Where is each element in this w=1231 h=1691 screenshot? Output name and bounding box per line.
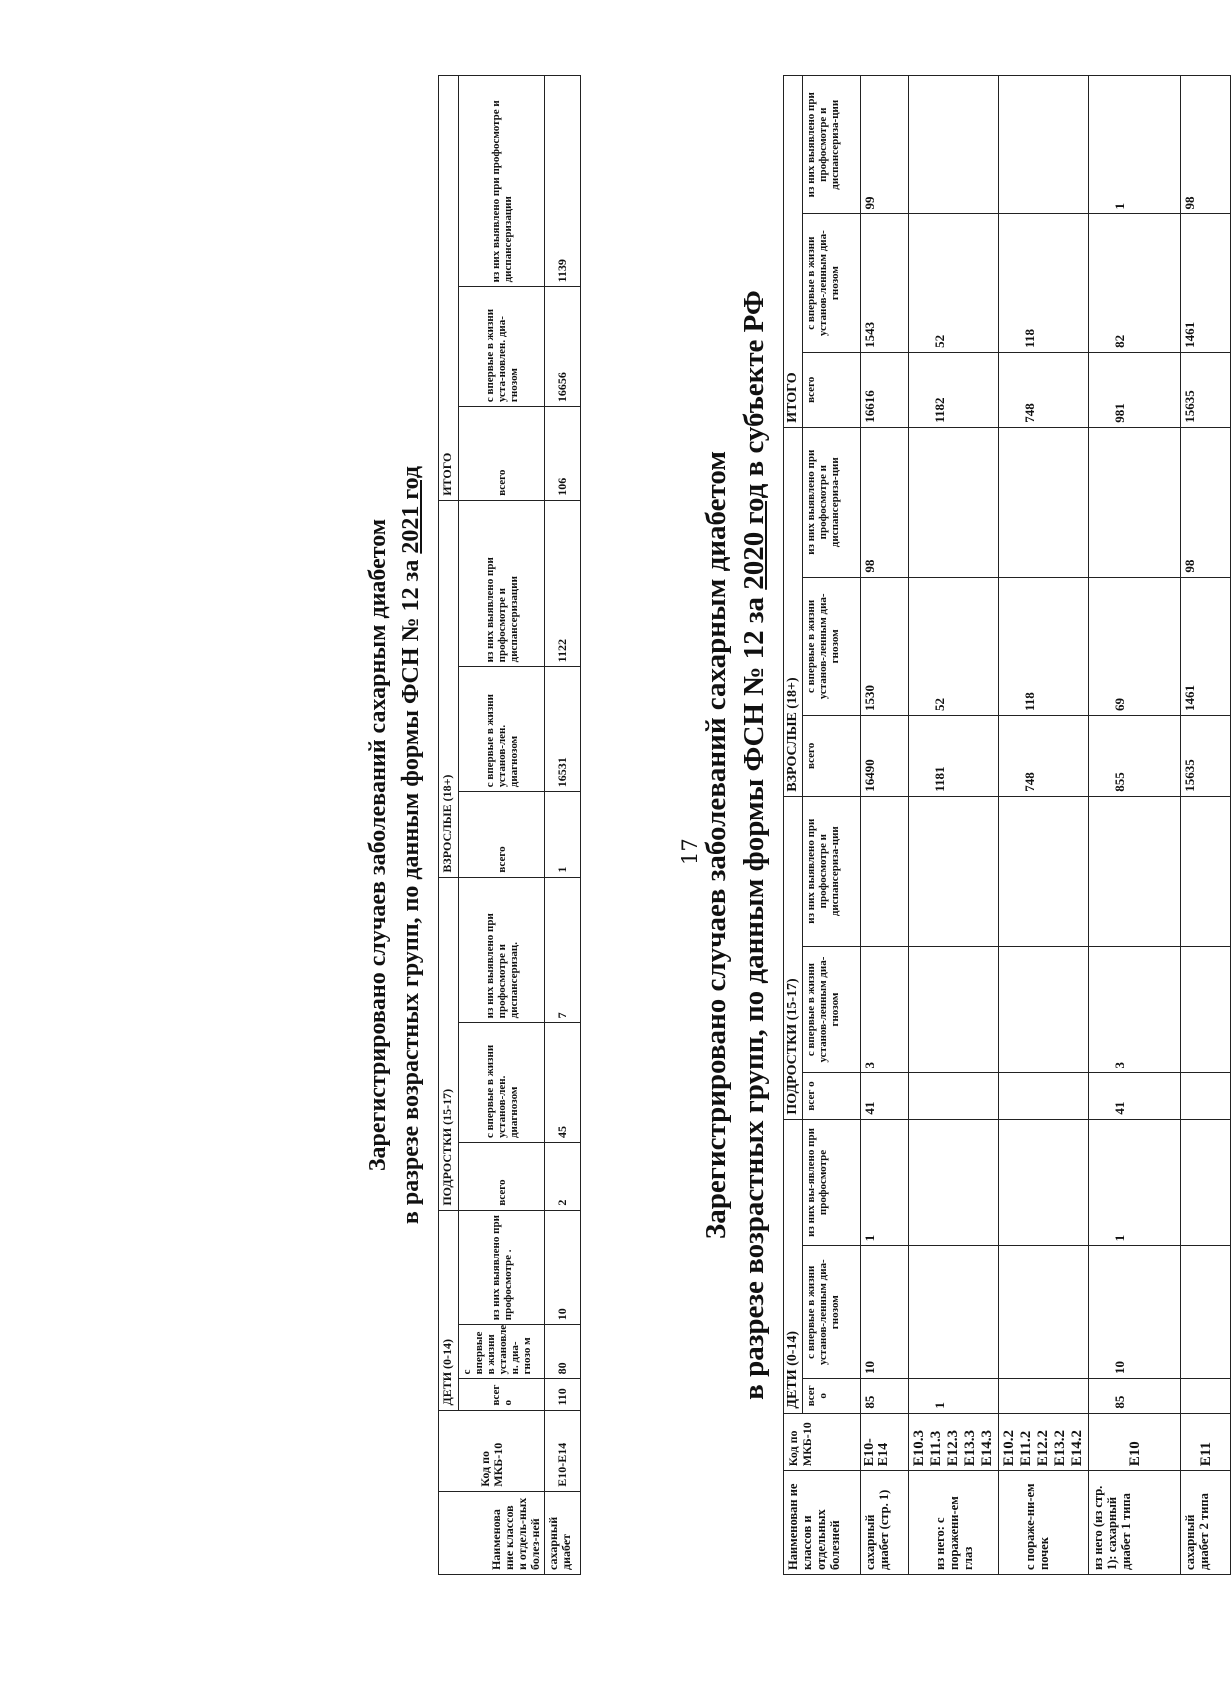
cell: 3 [1089,946,1181,1073]
cell: 1461 [1181,577,1231,715]
row-name: сахарный диабет 2 типа [1181,1471,1231,1575]
table-2020 [783,75,1231,1575]
cell: 82 [1089,214,1181,352]
header-adults-total: всего [803,716,861,797]
cell: 10 [545,1210,581,1325]
cell: 98 [1181,76,1231,214]
row-code: E10 [1089,1413,1181,1471]
cell: 1122 [545,500,581,667]
row-code: E10.2 E11.2 E12.2 E13.2 E14.2 [999,1413,1089,1471]
cell: 1 [1089,76,1181,214]
cell [999,1073,1089,1119]
cell: 15635 [1181,352,1231,427]
table-row [1089,76,1181,1575]
header-total-prof: из них выявлено при профосмотре и диспансеризации [459,76,545,287]
cell: 45 [545,1023,581,1143]
cell [909,946,999,1073]
cell: 16490 [861,716,909,797]
row-code: E10-E14 [545,1410,581,1491]
title-year: 2020 год [738,483,770,590]
header-children-total: всег о [459,1379,545,1410]
cell: 981 [1089,352,1181,427]
cell [909,1073,999,1119]
header-name: Наименова ние классов и отдель-ных болез-ней [439,1491,545,1574]
cell: 52 [909,214,999,352]
row-code: E11 [1181,1413,1231,1471]
header-total-prof: из них выявлено при профосмотре и диспансериза-ции [803,76,861,214]
cell: 80 [545,1325,581,1379]
header-total-first: с впервые в жизни установ-ленным диа-гнозом [803,214,861,352]
cell: 106 [545,407,581,501]
cell: 748 [999,352,1089,427]
header-adults-first: с впервые в жизни установ-ленным диа-гнозом [803,577,861,715]
title-text: в разрезе возрастных групп, по данным формы ФСН № 12 за [398,553,424,1225]
header-code: Код по МКБ-10 [439,1410,545,1491]
cell [861,796,909,946]
cell: 16616 [861,352,909,427]
header-total-first: с впервые в жизни уста-новлен. диа-гнозом [459,287,545,407]
cell: 1139 [545,76,581,287]
header-adults-first: с впервые в жизни установ-лен. диагнозом [459,667,545,792]
row-name: сахарный диабет (стр. 1) [861,1471,909,1575]
header-teens: ПОДРОСТКИ (15-17) [439,877,459,1210]
header-teens-prof: из них выявлено при профосмотре и диспансериза-ции [803,796,861,946]
header-total: ИТОГО [439,76,459,501]
cell [1181,796,1231,946]
rotated-page [50,55,1214,1635]
header-total-total: всего [803,352,861,427]
cell [999,76,1089,214]
cell: 98 [861,427,909,577]
header-teens-total: всего [459,1143,545,1211]
row-name: сахарный диабет [545,1491,581,1574]
title-text: в разрезе возрастных групп, по данным формы ФСН № 12 за [738,589,770,1400]
header-total: ИТОГО [784,76,803,428]
cell [909,1246,999,1379]
cell: 41 [861,1073,909,1119]
header-teens-total: всег о [803,1073,861,1119]
cell: 10 [1089,1246,1181,1379]
cell: 41 [1089,1073,1181,1119]
cell: 1 [909,1379,999,1414]
table-row [909,76,999,1575]
table-row [999,76,1089,1575]
header-teens-first: с впервые в жизни установ-лен. диагнозом [459,1023,545,1143]
cell [999,946,1089,1073]
cell: 69 [1089,577,1181,715]
cell [999,796,1089,946]
cell: 10 [861,1246,909,1379]
cell: 16531 [545,667,581,792]
cell [1089,796,1181,946]
cell [909,1119,999,1246]
cell [999,1379,1089,1414]
table-row [861,76,909,1575]
title-year: 2021 год [398,465,424,554]
cell: 52 [909,577,999,715]
cell: 7 [545,877,581,1023]
cell: 85 [1089,1379,1181,1414]
cell: 1461 [1181,214,1231,352]
row-name: из него: с поражени-ем глаз [909,1471,999,1575]
row-name: с пораже-ни-ем почек [999,1471,1089,1575]
cell: 1 [861,1119,909,1246]
cell: 855 [1089,716,1181,797]
cell: 99 [861,76,909,214]
header-children-total: всег о [803,1379,861,1414]
table-row [545,76,581,1575]
cell: 1 [1089,1119,1181,1246]
page-number: 17 [678,838,702,865]
cell: 1 [545,792,581,877]
cell [999,427,1089,577]
cell [1181,946,1231,1073]
table-2020-title-line1: Зарегистрировано случаев заболеваний сахарным диабетом [700,450,732,1240]
row-code: E10.3 E11.3 E12.3 E13.3 E14.3 [909,1413,999,1471]
cell [999,1119,1089,1246]
header-adults: ВЗРОСЛЫЕ (18+) [439,500,459,877]
header-adults-prof: из них выявлено при профосмотре и диспансериза-ции [803,427,861,577]
row-code: E10-E14 [861,1413,909,1471]
cell [1089,427,1181,577]
cell: 118 [999,577,1089,715]
cell: 748 [999,716,1089,797]
cell [1181,1119,1231,1246]
header-name: Наименован ие классов и отдельных болезней [784,1471,861,1575]
cell: 1182 [909,352,999,427]
header-children: ДЕТИ (0-14) [784,1119,803,1413]
table-row [1181,76,1231,1575]
cell: 3 [861,946,909,1073]
header-children-first: с впервые в жизни установле н. диа-гнозо м [459,1325,545,1379]
cell: 85 [861,1379,909,1414]
cell [1181,1246,1231,1379]
cell [909,76,999,214]
header-code: Код по МКБ-10 [784,1413,861,1471]
header-total-total: всего [459,407,545,501]
cell: 98 [1181,427,1231,577]
cell [1181,1379,1231,1414]
cell: 16656 [545,287,581,407]
row-name: из него (из стр. 1): сахарный диабет 1 типа [1089,1471,1181,1575]
header-children: ДЕТИ (0-14) [439,1210,459,1410]
cell [999,1246,1089,1379]
header-adults-total: всего [459,792,545,877]
table-2020-title-line2 [738,55,771,1635]
header-children-first: с впервые в жизни установ-ленным диа-гнозом [803,1246,861,1379]
table-2021-title-line1: Зарегистрировано случаев заболеваний сахарным диабетом [365,518,391,1172]
header-children-prof: из них вы-явлено при профосмотре [803,1119,861,1246]
cell [909,427,999,577]
cell: 15635 [1181,716,1231,797]
header-adults: ВЗРОСЛЫЕ (18+) [784,427,803,796]
header-children-prof: из них выявлено при профосмотре . [459,1210,545,1325]
header-teens-prof: из них выявлено при профосмотре и диспансеризац. [459,877,545,1023]
cell: 1543 [861,214,909,352]
cell: 1530 [861,577,909,715]
cell: 1181 [909,716,999,797]
cell [909,796,999,946]
cell: 110 [545,1379,581,1410]
cell: 118 [999,214,1089,352]
cell: 2 [545,1143,581,1211]
header-teens-first: с впервые в жизни установ-ленным диа-гнозом [803,946,861,1073]
title-text: в субъекте РФ [738,290,770,484]
table-2021-title-line2 [398,55,425,1635]
header-teens: ПОДРОСТКИ (15-17) [784,796,803,1119]
header-adults-prof: из них выявлено при профосмотре и диспансеризации [459,500,545,667]
cell [1181,1073,1231,1119]
table-2021 [438,75,581,1575]
